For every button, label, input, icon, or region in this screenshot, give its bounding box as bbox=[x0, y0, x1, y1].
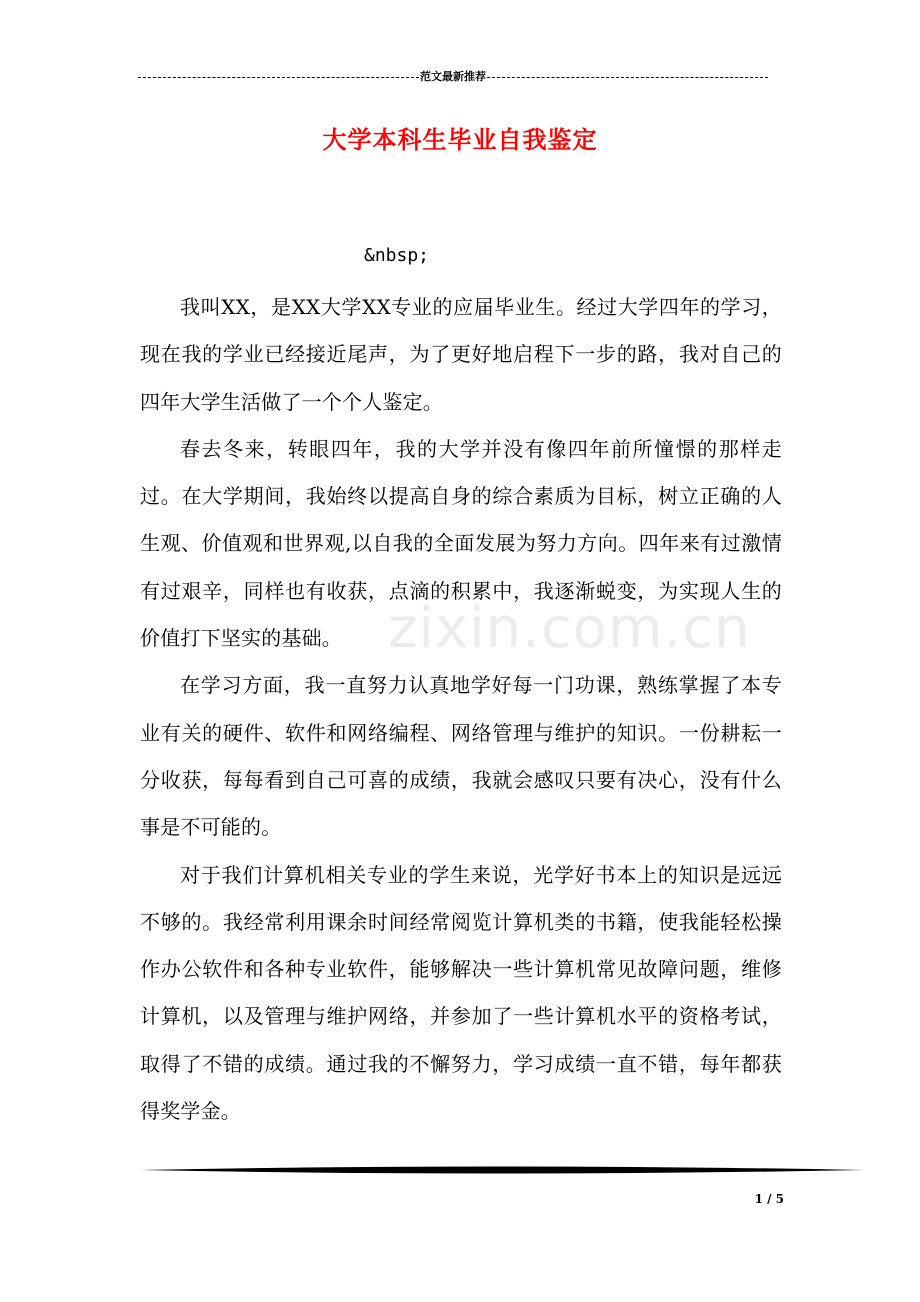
page-header bbox=[138, 68, 768, 86]
header-dashes-left bbox=[138, 77, 419, 78]
watermark-text: zixin.com.cn bbox=[388, 596, 751, 661]
paragraph-overview: 春去冬来，转眼四年，我的大学并没有像四年前所憧憬的那样走过。在大学期间，我始终以提高自身的综合素质为目标，树立正确的人生观、价值观和世界观,以自我的全面发展为努力方向。四年来有过激情有过艰辛，同样也有收获，点滴的积累中，我逐渐蜕变，为实现人生的价值打下坚实的基础。 bbox=[140, 436, 782, 651]
header-dashes-right bbox=[487, 77, 768, 78]
footer-rule bbox=[140, 1164, 864, 1176]
paragraph-computer-skills: 对于我们计算机相关专业的学生来说，光学好书本上的知识是远远不够的。我经常利用课余时间经常阅览计算机类的书籍，使我能轻松操作办公软件和各种专业软件，能够解决一些计算机常见故障问题，维修计算机，以及管理与维护网络，并参加了一些计算机水平的资格考试，取得了不错的成绩。通过我的不懈努力，学习成绩一直不错，每年都获得奖学金。 bbox=[140, 862, 782, 1124]
header-text: 范文最新推荐 bbox=[420, 70, 486, 83]
document-body bbox=[140, 284, 782, 1135]
paragraph-study: 在学习方面，我一直努力认真地学好每一门功课，熟练掌握了本专业有关的硬件、软件和网络编程、网络管理与维护的知识。一份耕耘一分收获，每每看到自己可喜的成绩，我就会感叹只要有决心，没有什么事是不可能的。 bbox=[140, 673, 782, 840]
document-title: 大学本科生毕业自我鉴定 bbox=[322, 125, 598, 154]
stray-entity-text: &nbsp; bbox=[364, 245, 430, 266]
page-number: 1 / 5 bbox=[754, 1192, 784, 1206]
paragraph-intro: 我叫XX，是XX大学XX专业的应届毕业生。经过大学四年的学习，现在我的学业已经接近尾声，为了更好地启程下一步的路，我对自己的四年大学生活做了一个个人鉴定。 bbox=[140, 295, 782, 414]
